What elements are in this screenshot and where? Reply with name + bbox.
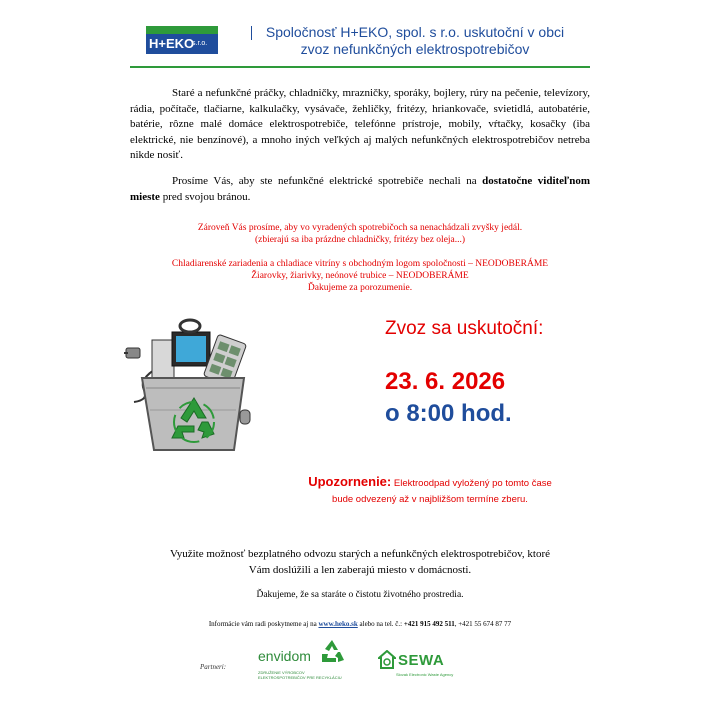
exclusion-line-2: Žiarovky, žiarivky, neónové trubice – NEODOBERÁME [251, 271, 469, 281]
thanks-line: Ďakujeme, že sa staráte o čistotu životného prostredia. [256, 590, 464, 600]
food-notice [130, 222, 590, 246]
sewa-name: SEWA [398, 652, 445, 669]
envidom-recycle-icon [318, 638, 346, 664]
logo-text: H+EKO [149, 36, 195, 51]
contact-text-middle: alebo na tel. č.: [357, 620, 404, 628]
envidom-sub-1: ZDRUŽENIE VÝROBCOV [258, 670, 305, 675]
page-title [250, 24, 580, 58]
envidom-name: envidom [258, 648, 311, 664]
envidom-sub-2: ELEKTROSPOTREBIČOV PRE RECYKLÁCIU [258, 675, 342, 680]
food-notice-line-1: Zároveň Vás prosíme, aby vo vyradených spotrebičoch sa nenachádzali zvyšky jedál. [197, 223, 523, 233]
logo-green-band [146, 26, 218, 34]
request-text-after: pred svojou bránou. [159, 190, 251, 203]
exclusions-notice [130, 258, 590, 294]
partners-label: Partneri: [200, 663, 227, 671]
warning-text-2: bude odvezený až v najbližšom termíne zberu. [332, 494, 528, 505]
collection-time: o 8:00 hod. [385, 400, 512, 427]
warning-notice [280, 474, 580, 508]
intro-paragraph: Staré a nefunkčné práčky, chladničky, mrazničky, sporáky, bojlery, rúry na pečenie, televízory, rádia, počítače, tlačiarne, kalkulačky, vysávače, žehličky, fritézy, hriankovače, svietidlá, autobatérie, batérie, rôzne malé domáce elektrospotrebiče, telefónne prístroje, mobily, vŕtačky, kosačky (iba elektrické, nie benzínové), a mnoho iných veľkých aj malých nefunkčných elektrospotrebičov netreba nikde nosiť. [130, 87, 590, 162]
warning-text-1: Elektroodpad vyložený po tomto čase [391, 478, 552, 489]
closing-line-2: Vám doslúžili a len zaberajú miesto v domácnosti. [248, 564, 472, 576]
recycling-bin-illustration [124, 310, 264, 460]
title-line-1: Spoločnosť H+EKO, spol. s r.o. uskutoční v obci [265, 24, 565, 40]
closing-paragraph [130, 546, 590, 578]
sewa-logo [378, 648, 478, 682]
contact-line [130, 620, 590, 628]
envidom-logo [256, 638, 356, 688]
collection-date: 23. 6. 2026 [385, 368, 506, 395]
exclusion-line-3: Ďakujeme za porozumenie. [307, 283, 413, 293]
envidom-subtitle [258, 670, 358, 680]
website-link[interactable]: www.heko.sk [318, 620, 358, 628]
sewa-house-icon [378, 650, 396, 670]
closing-line-1: Využite možnosť bezplatného odvozu starých a nefunkčných elektrospotrebičov, ktoré [170, 548, 550, 560]
title-line-2: zvoz nefunkčných elektrospotrebičov [300, 41, 530, 57]
warning-line-1 [280, 474, 580, 492]
contact-text-before: Informácie vám radi poskytneme aj na [208, 620, 319, 628]
sewa-subtitle: Slovak Electronic Waste Agency [396, 672, 454, 677]
heko-logo [146, 26, 218, 54]
warning-label: Upozornenie: [308, 474, 392, 489]
header-divider [130, 66, 590, 68]
request-paragraph [130, 174, 590, 205]
logo-blue-band [146, 34, 218, 54]
contact-phone-2: , +421 55 674 87 77 [454, 620, 512, 628]
logo-sub: s.r.o. [192, 40, 208, 47]
contact-phone-1: +421 915 492 511 [403, 620, 455, 628]
food-notice-line-2: (zbierajú sa iba prázdne chladničky, fritézy bez oleja...) [254, 235, 466, 245]
collection-heading: Zvoz sa uskutoční: [385, 318, 544, 339]
request-text-before: Prosíme Vás, aby ste nefunkčné elektrické spotrebiče nechali na [172, 175, 483, 187]
exclusion-line-1: Chladiarenské zariadenia a chladiace vitríny s obchodným logom spoločnosti – NEODOBERÁME [171, 259, 549, 269]
request-text-bold: dostatočne viditeľnom mieste [130, 175, 590, 203]
